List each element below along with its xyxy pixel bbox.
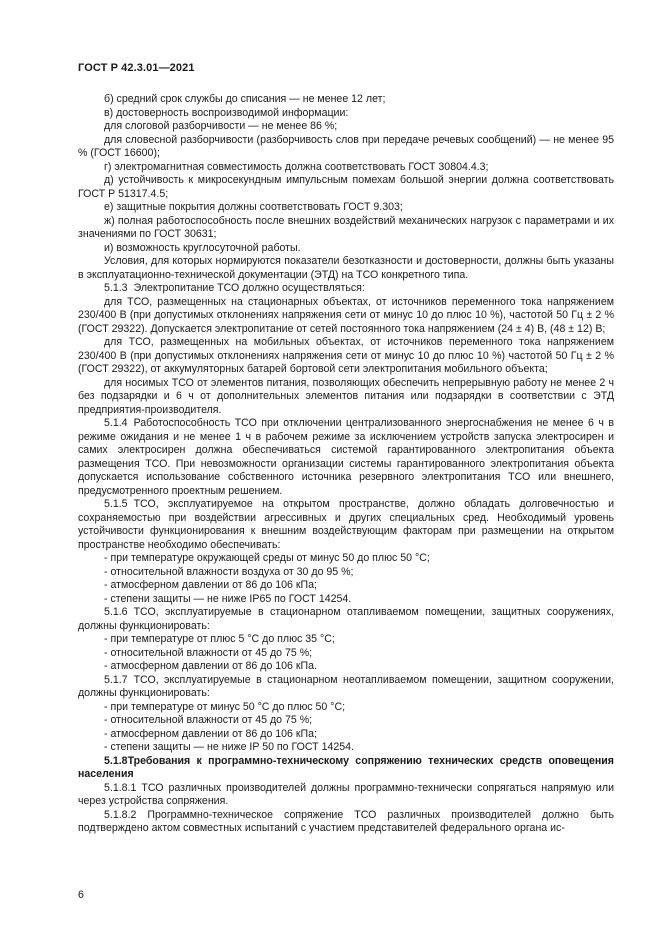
paragraph-text: е) защитные покрытия должны соответствовать ГОСТ 9.303; xyxy=(104,201,403,213)
paragraph xyxy=(78,498,614,552)
list-item xyxy=(78,701,614,715)
paragraph-text: Электропитание ТСО должно осуществляться: xyxy=(133,282,365,294)
document-header: ГОСТ Р 42.3.01—2021 xyxy=(78,62,195,74)
paragraph-text: - при температуре окружающей среды от минус 50 до плюс 50 °С; xyxy=(104,552,430,564)
paragraph-text: ТСО, эксплуатируемые в стационарном неотапливаемом помещении, защитном сооружении, должны функционировать: xyxy=(78,673,614,699)
paragraph-text: ТСО, эксплуатируемое на открытом пространстве, должно обладать долговечностью и сохраняемостью при воздействии агрессивных и других специальных сред. Необходимый уровень устойчивости функционирования к внешним воздействующим факторам при размещении на открытом пространстве необходимо обеспечивать: xyxy=(78,498,614,551)
paragraph-text: б) средний срок службы до списания — не менее 12 лет; xyxy=(104,93,386,105)
paragraph-text: - при температуре от плюс 5 °С до плюс 35 °С; xyxy=(104,633,335,645)
paragraph-text: Условия, для которых нормируются показатели безотказности и достоверности, должны быть указаны в эксплуатационно-технической документации (ЭТД) на ТСО конкретного типа. xyxy=(78,255,614,281)
paragraph xyxy=(78,282,614,296)
paragraph-text: д) устойчивость к микросекундным импульсным помехам большой энергии должна соответствовать ГОСТ Р 51317.4.5; xyxy=(78,174,614,200)
paragraph-text: - степени защиты — не ниже IP 50 по ГОСТ 14254. xyxy=(104,741,354,753)
paragraph xyxy=(78,93,614,107)
paragraph-text: - относительной влажности от 45 до 75 %; xyxy=(104,714,313,726)
paragraph xyxy=(78,107,614,121)
paragraph-text: - относительной влажности от 45 до 75 %; xyxy=(104,646,313,659)
list-item xyxy=(78,552,614,566)
paragraph xyxy=(78,120,614,134)
list-item xyxy=(78,660,614,674)
paragraph xyxy=(78,215,614,242)
paragraph-text: - при температуре от минус 50 °С до плюс 50 °С; xyxy=(104,700,346,713)
paragraph xyxy=(78,242,614,256)
list-item xyxy=(78,593,614,607)
paragraph xyxy=(78,782,614,809)
paragraph-text: - степени защиты — не ниже IP65 по ГОСТ 14254. xyxy=(104,592,352,605)
paragraph-text: для словесной разборчивости (разборчивость слов при передаче речевых сообщений) — не менее 95 % (ГОСТ 16600); xyxy=(78,133,614,159)
paragraph-text: - атмосферном давлении от 86 до 106 кПа; xyxy=(104,579,317,591)
paragraph xyxy=(78,809,614,836)
section-number: 5.1.5 xyxy=(104,498,128,510)
paragraph xyxy=(78,377,614,418)
paragraph xyxy=(78,134,614,161)
section-heading xyxy=(78,755,614,782)
list-item xyxy=(78,714,614,728)
list-item xyxy=(78,741,614,755)
paragraph-text: 5.1.8.2 Программно-техническое сопряжение ТСО различных производителей должно быть подтверждено актом совместных испытаний с участием представителей федерального органа ис- xyxy=(78,808,614,834)
page-number: 6 xyxy=(78,889,84,901)
list-item xyxy=(78,633,614,647)
paragraph xyxy=(78,201,614,215)
paragraph-text: в) достоверность воспроизводимой информации: xyxy=(104,106,349,119)
document-body xyxy=(78,93,614,836)
paragraph xyxy=(78,674,614,701)
paragraph-text: - атмосферном давлении от 86 до 106 кПа; xyxy=(104,727,317,740)
list-item xyxy=(78,728,614,742)
paragraph xyxy=(78,161,614,175)
paragraph-text: для ТСО, размещенных на мобильных объектах, от источников переменного тока напряжением 230/400 В (при допустимых отклонениях напряжения сети от минус 10 до плюс 10 %) частотой 50 Гц ± 2 % (ГОСТ 29322), от аккумуляторных батарей бортовой сети электропитания мобильного объекта; xyxy=(78,336,614,375)
list-item xyxy=(78,579,614,593)
section-number: 5.1.4 xyxy=(104,417,128,429)
section-number: 5.1.6 xyxy=(104,606,128,618)
paragraph-text: - относительной влажности воздуха от 30 до 95 %; xyxy=(104,565,354,578)
paragraph xyxy=(78,606,614,633)
list-item xyxy=(78,566,614,580)
paragraph-text: Работоспособность ТСО при отключении централизованного энергоснабжения не менее 6 ч в режиме ожидания и не менее 1 ч в рабочем режиме за исключением устройств запуска электросирен и самих электросирен должна обеспечиваться системой гарантированного электропитания объекта размещения ТСО. При невозможности организации системы гарантированного электропитания объекта допускается использование собственного источника резервного электропитания ТСО или внешнего, предусмотренного проектным решением. xyxy=(78,417,614,497)
paragraph xyxy=(78,336,614,377)
paragraph-text: г) электромагнитная совместимость должна соответствовать ГОСТ 30804.4.3; xyxy=(104,160,489,173)
paragraph-text: ТСО, эксплуатируемые в стационарном отапливаемом помещении, защитных сооружениях, должны функционировать: xyxy=(78,606,614,632)
paragraph-text: - атмосферном давлении от 86 до 106 кПа. xyxy=(104,660,317,672)
paragraph xyxy=(78,417,614,498)
paragraph-text: Требования к программно-техническому сопряжению технических средств оповещения населения xyxy=(78,754,614,780)
paragraph-text: и) возможность круглосуточной работы. xyxy=(104,241,301,254)
paragraph xyxy=(78,174,614,201)
paragraph xyxy=(78,255,614,282)
list-item xyxy=(78,647,614,661)
paragraph-text: для ТСО, размещенных на стационарных объектах, от источников переменного тока напряжением 230/400 В (при допустимых отклонениях напряжения сети от минус 10 до плюс 10 %), частотой 50 Гц ± 2 % (ГОСТ 29322). Допускается электропитание от сетей постоянного тока напряжением (24 ± 4) В, (48 ± 12) В; xyxy=(78,295,614,335)
paragraph-text: 5.1.8.1 ТСО различных производителей должны программно-технически сопрягаться напрямую или через устройства сопряжения. xyxy=(78,781,614,807)
section-number: 5.1.7 xyxy=(104,673,128,686)
section-number: 5.1.3 xyxy=(104,282,128,294)
paragraph-text: для носимых ТСО от элементов питания, позволяющих обеспечить непрерывную работу не менее 2 ч без подзарядки и 6 ч от дополнительных элементов питания или подзарядки в соответствии с ЭТД предприятия-производителя. xyxy=(78,376,614,416)
paragraph-text: ж) полная работоспособность после внешних воздействий механических нагрузок с параметрами и их значениями по ГОСТ 30631; xyxy=(78,214,614,240)
section-number: 5.1.8 xyxy=(104,754,128,767)
paragraph xyxy=(78,296,614,337)
paragraph-text: для слоговой разборчивости — не менее 86 %; xyxy=(104,120,338,132)
